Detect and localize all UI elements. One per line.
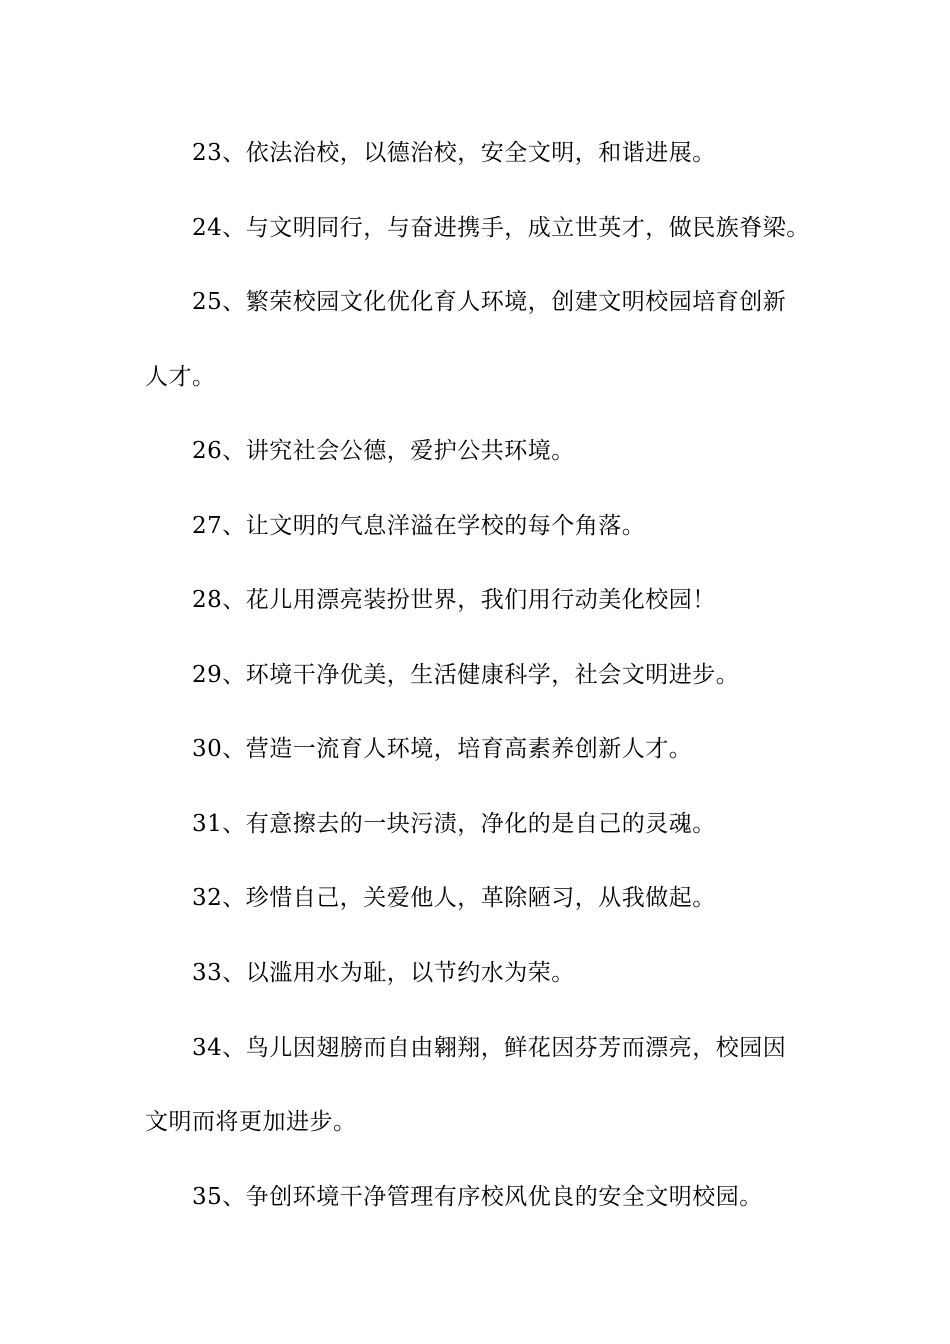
list-item [192, 1183, 763, 1211]
item-number: 29、 [192, 662, 246, 688]
item-number: 33、 [192, 960, 246, 986]
item-text: 讲究社会公德，爱护公共环境。 [245, 438, 575, 464]
item-text: 珍惜自己，关爱他人，革除陋习，从我做起。 [245, 885, 716, 911]
list-item [192, 512, 645, 540]
item-text: 鸟儿因翅膀而自由翱翔，鲜花因芬芳而漂亮，校园因 [245, 1035, 787, 1061]
item-text: 争创环境干净管理有序校风优良的安全文明校园。 [245, 1184, 763, 1210]
item-text: 以滥用水为耻，以节约水为荣。 [245, 960, 575, 986]
item-text: 与文明同行，与奋进携手，成立世英才，做民族脊梁。 [245, 215, 810, 241]
list-item [192, 884, 716, 912]
item-number: 25、 [192, 289, 246, 315]
list-item [192, 214, 810, 242]
list-item [192, 1034, 786, 1062]
list-item [192, 139, 716, 167]
list-item [192, 959, 575, 987]
list-item [192, 661, 739, 689]
list-item [192, 288, 786, 316]
item-number: 23、 [192, 140, 246, 166]
item-text: 环境干净优美，生活健康科学，社会文明进步。 [245, 662, 740, 688]
item-number: 24、 [192, 215, 246, 241]
item-text: 让文明的气息洋溢在学校的每个角落。 [245, 513, 646, 539]
item-text: 营造一流育人环境，培育高素养创新人才。 [245, 736, 693, 762]
list-item [192, 810, 716, 838]
item-number: 26、 [192, 438, 246, 464]
item-number: 32、 [192, 885, 246, 911]
item-text: 依法治校，以德治校，安全文明，和谐进展。 [245, 140, 716, 166]
list-item [192, 735, 692, 763]
item-number: 35、 [192, 1184, 246, 1210]
list-item-continuation: 文明而将更加进步。 [145, 1109, 357, 1135]
item-text: 花儿用漂亮装扮世界，我们用行动美化校园！ [245, 587, 716, 613]
list-item [192, 437, 575, 465]
list-item-continuation: 人才。 [145, 364, 216, 390]
item-text: 繁荣校园文化优化育人环境，创建文明校园培育创新 [245, 289, 787, 315]
item-text: 有意擦去的一块污渍，净化的是自己的灵魂。 [245, 811, 716, 837]
item-number: 30、 [192, 736, 246, 762]
list-item [192, 586, 716, 614]
item-number: 31、 [192, 811, 246, 837]
item-number: 34、 [192, 1035, 246, 1061]
item-number: 28、 [192, 587, 246, 613]
item-number: 27、 [192, 513, 246, 539]
